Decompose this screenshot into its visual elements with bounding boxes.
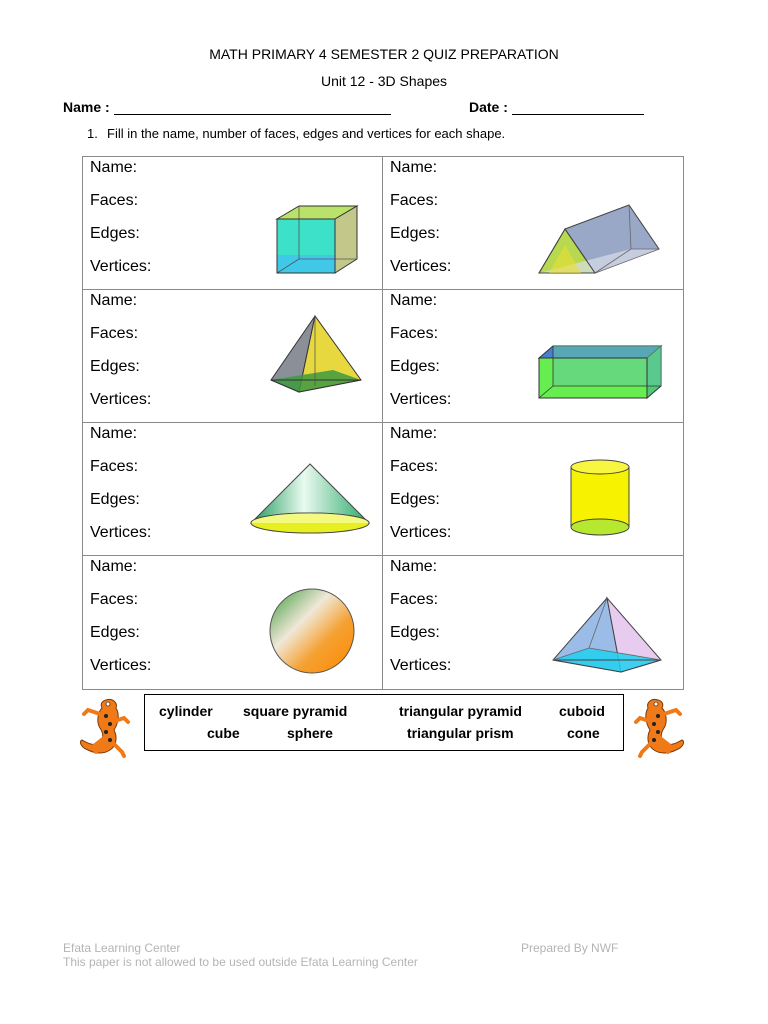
faces-field-label: Faces: <box>90 591 139 608</box>
name-label: Name : <box>63 99 110 115</box>
shape-cell-triangular-pyramid <box>383 556 683 689</box>
name-field-label: Name: <box>90 159 138 176</box>
footer-org: Efata Learning Center <box>63 941 181 955</box>
name-field-label: Name: <box>90 292 138 309</box>
vertices-field-label: Vertices: <box>90 657 152 674</box>
footer-prepared-by: Prepared By NWF <box>521 941 619 955</box>
word-bank-item: triangular pyramid <box>399 703 522 719</box>
vertices-field-label: Vertices: <box>90 524 152 541</box>
date-line <box>469 99 644 115</box>
name-field-label: Name: <box>90 425 138 442</box>
square-pyramid-icon <box>267 312 367 396</box>
vertices-field-label: Vertices: <box>90 258 152 275</box>
edges-field-label: Edges: <box>90 624 140 641</box>
worksheet-title: MATH PRIMARY 4 SEMESTER 2 QUIZ PREPARATION <box>209 46 559 62</box>
cube-icon <box>271 201 361 277</box>
edges-field-label: Edges: <box>90 225 140 242</box>
date-blank[interactable] <box>512 100 644 115</box>
word-bank-item: triangular prism <box>407 725 514 741</box>
edges-field-label: Edges: <box>90 358 140 375</box>
vertices-field-label: Vertices: <box>390 391 452 408</box>
cone-icon <box>247 461 373 537</box>
edges-field-label: Edges: <box>390 358 440 375</box>
name-field-label: Name: <box>390 425 438 442</box>
name-field-label: Name: <box>390 292 438 309</box>
name-field-label: Name: <box>90 558 138 575</box>
cuboid-icon <box>535 342 665 404</box>
lizard-mascot-icon <box>74 694 136 760</box>
instruction <box>87 126 505 141</box>
sphere-icon <box>267 586 357 676</box>
word-bank <box>144 694 624 751</box>
shape-cell-sphere <box>83 556 383 689</box>
faces-field-label: Faces: <box>390 192 439 209</box>
triangular-pyramid-icon <box>549 594 665 680</box>
edges-field-label: Edges: <box>390 624 440 641</box>
shape-cell-cuboid <box>383 290 683 423</box>
edges-field-label: Edges: <box>390 491 440 508</box>
vertices-field-label: Vertices: <box>90 391 152 408</box>
vertices-field-label: Vertices: <box>390 258 452 275</box>
shape-cell-triangular-prism <box>383 157 683 290</box>
lizard-mascot-icon <box>628 694 690 760</box>
faces-field-label: Faces: <box>390 325 439 342</box>
footer-notice: This paper is not allowed to be used outside Efata Learning Center <box>63 955 418 969</box>
unit-title: Unit 12 - 3D Shapes <box>320 73 448 89</box>
edges-field-label: Edges: <box>90 491 140 508</box>
shapes-grid <box>82 156 684 690</box>
vertices-field-label: Vertices: <box>390 657 452 674</box>
instruction-text: Fill in the name, number of faces, edges and vertices for each shape. <box>107 126 506 141</box>
edges-field-label: Edges: <box>390 225 440 242</box>
shape-cell-cylinder <box>383 423 683 556</box>
shape-cell-cube <box>83 157 383 290</box>
vertices-field-label: Vertices: <box>390 524 452 541</box>
word-bank-item: cone <box>567 725 600 741</box>
word-bank-item: cylinder <box>159 703 213 719</box>
word-bank-item: cube <box>207 725 240 741</box>
faces-field-label: Faces: <box>90 192 139 209</box>
name-blank[interactable] <box>114 100 391 115</box>
faces-field-label: Faces: <box>390 458 439 475</box>
triangular-prism-icon <box>535 201 663 277</box>
cylinder-icon <box>567 457 633 539</box>
faces-field-label: Faces: <box>90 458 139 475</box>
faces-field-label: Faces: <box>390 591 439 608</box>
word-bank-item: square pyramid <box>243 703 348 719</box>
name-line <box>63 99 391 115</box>
date-label: Date : <box>469 99 508 115</box>
word-bank-item: cuboid <box>559 703 605 719</box>
word-bank-item: sphere <box>287 725 333 741</box>
instruction-number: 1. <box>87 126 98 141</box>
shape-cell-square-pyramid <box>83 290 383 423</box>
shape-cell-cone <box>83 423 383 556</box>
faces-field-label: Faces: <box>90 325 139 342</box>
name-field-label: Name: <box>390 558 438 575</box>
name-field-label: Name: <box>390 159 438 176</box>
